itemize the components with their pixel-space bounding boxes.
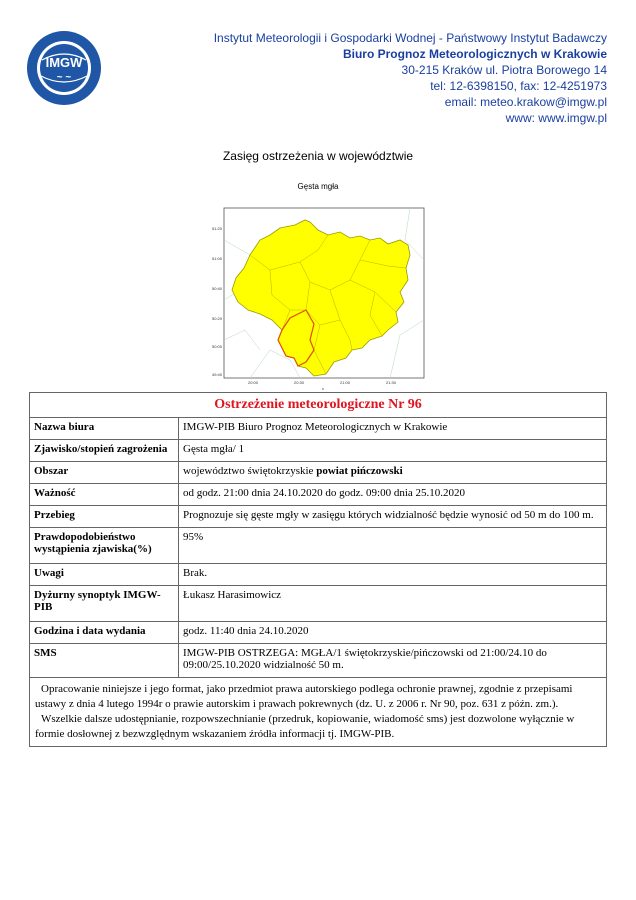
row-label: SMS: [30, 644, 179, 678]
row-value: IMGW-PIB OSTRZEGA: MGŁA/1 świętokrzyskie/pińczowski od 21:00/24.10 do 09:00/25.10.2020 widzialność 50 m.: [179, 644, 607, 678]
x-tick: 20:00: [248, 380, 259, 385]
y-tick: 51:20: [212, 226, 223, 231]
institute-header: [214, 30, 607, 126]
table-row: [30, 506, 607, 528]
y-tick: 50:20: [212, 316, 223, 321]
row-value: Prognozuje się gęste mgły w zasięgu których widzialność będzie wynosić od 50 m do 100 m.: [179, 506, 607, 528]
row-value: Gęsta mgła/ 1: [179, 440, 607, 462]
row-label: Zjawisko/stopień zagrożenia: [30, 440, 179, 462]
warning-title: Ostrzeżenie meteorologiczne Nr 96: [30, 393, 607, 418]
row-value: IMGW-PIB Biuro Prognoz Meteorologicznych w Krakowie: [179, 418, 607, 440]
row-value: 95%: [179, 528, 607, 564]
row-label: Nazwa biura: [30, 418, 179, 440]
imgw-logo: [26, 30, 102, 106]
warning-table: [29, 392, 607, 747]
address: 30-215 Kraków ul. Piotra Borowego 14: [401, 63, 607, 77]
email[interactable]: email: meteo.krakow@imgw.pl: [444, 95, 607, 109]
warning-map: [210, 200, 428, 390]
copyright-notice: [30, 678, 607, 747]
x-tick: 21:30: [386, 380, 397, 385]
row-value: [179, 462, 607, 484]
table-row: [30, 484, 607, 506]
institute-name: Instytut Meteorologii i Gospodarki Wodnej - Państwowy Instytut Badawczy: [213, 31, 607, 45]
row-value: godz. 11:40 dnia 24.10.2020: [179, 622, 607, 644]
row-value: Łukasz Harasimowicz: [179, 586, 607, 622]
row-label: Uwagi: [30, 564, 179, 586]
copyright-text-1: Opracowanie niniejsze i jego format, jako przedmiot prawa autorskiego podlega ochronie prawnej, zgodnie z przepisami ustawy z dnia 4 lutego 1994r o prawie autorskim i prawach pokrewnych (dz. U. z 2006 r. Nr 90, poz. 631 z późn. zm.).: [35, 683, 573, 710]
office-name: Biuro Prognoz Meteorologicznych w Krakowie: [342, 47, 607, 61]
row-label: Obszar: [30, 462, 179, 484]
y-tick: 50:40: [212, 286, 223, 291]
table-row: [30, 564, 607, 586]
row-label: Godzina i data wydania: [30, 622, 179, 644]
row-value: Brak.: [179, 564, 607, 586]
table-row: [30, 418, 607, 440]
logo-text: IMGW: [45, 55, 83, 70]
row-label: Prawdopodobieństwo wystąpienia zjawiska(%): [30, 528, 179, 564]
row-label: Ważność: [30, 484, 179, 506]
svg-text:x: x: [322, 386, 324, 390]
row-value: od godz. 21:00 dnia 24.10.2020 do godz. 09:00 dnia 25.10.2020: [179, 484, 607, 506]
area-district: powiat pińczowski: [316, 465, 403, 477]
map-title: Zasięg ostrzeżenia w województwie: [222, 149, 414, 163]
row-label: Dyżurny synoptyk IMGW-PIB: [30, 586, 179, 622]
x-tick: 20:30: [294, 380, 305, 385]
table-row: [30, 440, 607, 462]
copyright-text-2: Wszelkie dalsze udostępnianie, rozpowszechnianie (przedruk, kopiowanie, wiadomość sms) jest dozwolone wyłącznie w formie dosłownej z bezwzględnym wskazaniem źródła informacji tj. IMGW-PIB.: [35, 713, 575, 740]
table-row: [30, 644, 607, 678]
y-tick: 49:40: [212, 372, 223, 377]
svg-text:~ ~: ~ ~: [56, 72, 72, 83]
table-row: [30, 528, 607, 564]
website[interactable]: www: www.imgw.pl: [505, 111, 607, 125]
y-tick: 51:00: [212, 256, 223, 261]
table-row: [30, 586, 607, 622]
row-label: Przebieg: [30, 506, 179, 528]
x-tick: 21:00: [340, 380, 351, 385]
table-row: [30, 462, 607, 484]
area-region: województwo świętokrzyskie: [183, 465, 314, 477]
phone: tel: 12-6398150, fax: 12-4251973: [430, 79, 607, 93]
map-subtitle: Gęsta mgła: [297, 182, 339, 191]
table-row: [30, 622, 607, 644]
y-tick: 50:00: [212, 344, 223, 349]
